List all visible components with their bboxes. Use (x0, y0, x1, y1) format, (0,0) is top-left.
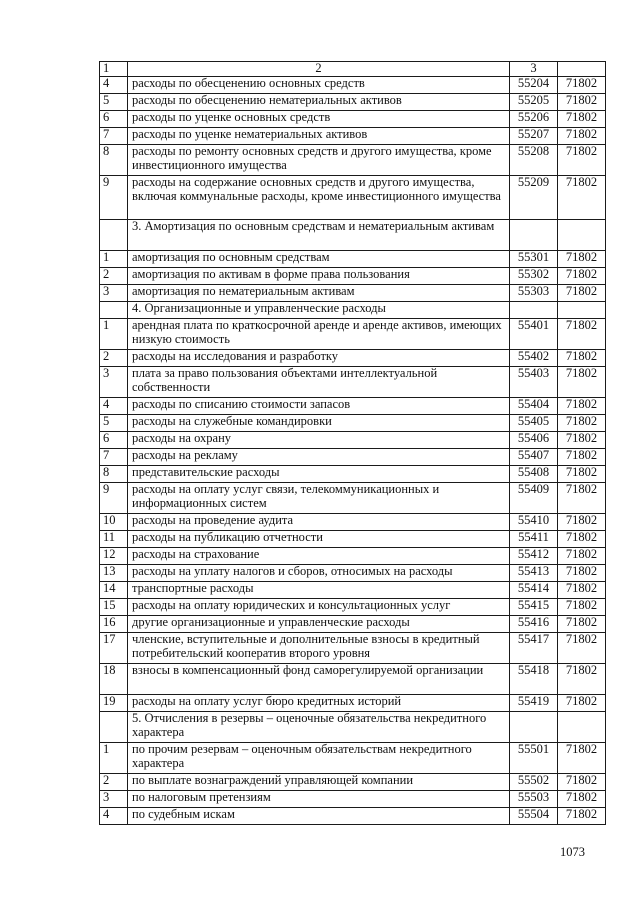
row-description: по выплате вознаграждений управляющей компании (128, 774, 510, 791)
row-account: 71802 (558, 514, 606, 531)
row-description: 4. Организационные и управленческие расходы (128, 302, 510, 319)
row-code: 55504 (510, 808, 558, 825)
row-account: 71802 (558, 350, 606, 367)
row-code: 55301 (510, 251, 558, 268)
row-account: 71802 (558, 268, 606, 285)
row-code: 55503 (510, 791, 558, 808)
row-description: арендная плата по краткосрочной аренде и аренде активов, имеющих низкую стоимость (128, 319, 510, 350)
row-account: 71802 (558, 415, 606, 432)
row-number: 5 (100, 415, 128, 432)
row-code (510, 712, 558, 743)
row-description: расходы на исследования и разработку (128, 350, 510, 367)
page-number: 1073 (560, 845, 585, 859)
table-row (100, 582, 606, 599)
row-code: 55410 (510, 514, 558, 531)
table-row (100, 145, 606, 176)
row-code: 55407 (510, 449, 558, 466)
row-account (558, 302, 606, 319)
row-code: 55405 (510, 415, 558, 432)
row-number: 4 (100, 808, 128, 825)
row-account (558, 712, 606, 743)
header-col-4 (558, 62, 606, 77)
header-row (100, 62, 606, 77)
row-account: 71802 (558, 633, 606, 664)
row-number: 8 (100, 466, 128, 483)
row-number: 3 (100, 791, 128, 808)
row-number: 11 (100, 531, 128, 548)
row-number: 2 (100, 774, 128, 791)
row-number: 8 (100, 145, 128, 176)
table-row (100, 251, 606, 268)
row-description: расходы по уценке нематериальных активов (128, 128, 510, 145)
row-number: 3 (100, 367, 128, 398)
row-code: 55418 (510, 664, 558, 695)
row-number: 3 (100, 285, 128, 302)
row-code: 55204 (510, 77, 558, 94)
row-description: амортизация по активам в форме права пользования (128, 268, 510, 285)
row-description: представительские расходы (128, 466, 510, 483)
row-number: 1 (100, 251, 128, 268)
row-number: 17 (100, 633, 128, 664)
row-number: 9 (100, 176, 128, 220)
row-code: 55414 (510, 582, 558, 599)
row-account: 71802 (558, 483, 606, 514)
row-description: расходы на служебные командировки (128, 415, 510, 432)
table-row (100, 176, 606, 220)
table-row (100, 350, 606, 367)
row-code: 55419 (510, 695, 558, 712)
row-code: 55411 (510, 531, 558, 548)
row-number: 18 (100, 664, 128, 695)
row-account: 71802 (558, 77, 606, 94)
row-account: 71802 (558, 664, 606, 695)
row-description: амортизация по нематериальным активам (128, 285, 510, 302)
row-code: 55401 (510, 319, 558, 350)
row-number: 7 (100, 128, 128, 145)
row-description: расходы на охрану (128, 432, 510, 449)
table-row (100, 514, 606, 531)
table-row (100, 302, 606, 319)
table-row (100, 664, 606, 695)
table-row (100, 449, 606, 466)
table-row (100, 808, 606, 825)
row-code: 55205 (510, 94, 558, 111)
row-account: 71802 (558, 398, 606, 415)
row-number (100, 302, 128, 319)
row-code: 55206 (510, 111, 558, 128)
row-account: 71802 (558, 251, 606, 268)
table-row (100, 285, 606, 302)
table-row (100, 128, 606, 145)
row-description: расходы на проведение аудита (128, 514, 510, 531)
table-row (100, 633, 606, 664)
row-account: 71802 (558, 791, 606, 808)
row-number: 6 (100, 111, 128, 128)
row-code: 55403 (510, 367, 558, 398)
table-row (100, 743, 606, 774)
row-code: 55416 (510, 616, 558, 633)
row-number: 15 (100, 599, 128, 616)
row-account: 71802 (558, 432, 606, 449)
row-description: другие организационные и управленческие расходы (128, 616, 510, 633)
row-number (100, 220, 128, 251)
row-description: расходы по списанию стоимости запасов (128, 398, 510, 415)
row-code: 55208 (510, 145, 558, 176)
row-code: 55402 (510, 350, 558, 367)
row-account: 71802 (558, 548, 606, 565)
row-code: 55303 (510, 285, 558, 302)
row-code (510, 302, 558, 319)
table-row (100, 695, 606, 712)
row-number: 9 (100, 483, 128, 514)
row-description: плата за право пользования объектами интеллектуальной собственности (128, 367, 510, 398)
row-account (558, 220, 606, 251)
row-number: 16 (100, 616, 128, 633)
row-number: 19 (100, 695, 128, 712)
row-description: расходы по уценке основных средств (128, 111, 510, 128)
row-description: расходы на публикацию отчетности (128, 531, 510, 548)
row-number (100, 712, 128, 743)
row-number: 4 (100, 77, 128, 94)
row-account: 71802 (558, 582, 606, 599)
header-col-3: 3 (510, 62, 558, 77)
row-number: 2 (100, 350, 128, 367)
table-row (100, 565, 606, 582)
table-row (100, 791, 606, 808)
row-account: 71802 (558, 367, 606, 398)
row-number: 5 (100, 94, 128, 111)
row-number: 2 (100, 268, 128, 285)
table-row (100, 483, 606, 514)
accounts-table (99, 61, 606, 825)
row-account: 71802 (558, 319, 606, 350)
row-code: 55415 (510, 599, 558, 616)
row-account: 71802 (558, 616, 606, 633)
table-row (100, 466, 606, 483)
header-col-2: 2 (128, 62, 510, 77)
row-number: 12 (100, 548, 128, 565)
row-code: 55207 (510, 128, 558, 145)
row-account: 71802 (558, 285, 606, 302)
row-description: членские, вступительные и дополнительные взносы в кредитный потребительский кооператив второго уровня (128, 633, 510, 664)
row-description: расходы на оплату юридических и консультационных услуг (128, 599, 510, 616)
header-col-1: 1 (100, 62, 128, 77)
row-account: 71802 (558, 531, 606, 548)
row-account: 71802 (558, 808, 606, 825)
row-description: расходы на содержание основных средств и другого имущества, включая коммунальные расходы, кроме инвестиционного имущества (128, 176, 510, 220)
row-description: по прочим резервам – оценочным обязательствам некредитного характера (128, 743, 510, 774)
table-row (100, 616, 606, 633)
row-description: расходы на уплату налогов и сборов, относимых на расходы (128, 565, 510, 582)
row-description: расходы по обесценению нематериальных активов (128, 94, 510, 111)
row-number: 4 (100, 398, 128, 415)
row-number: 14 (100, 582, 128, 599)
row-code: 55412 (510, 548, 558, 565)
row-description: расходы на оплату услуг связи, телекоммуникационных и информационных систем (128, 483, 510, 514)
row-code: 55302 (510, 268, 558, 285)
row-description: амортизация по основным средствам (128, 251, 510, 268)
row-number: 1 (100, 319, 128, 350)
table-row (100, 774, 606, 791)
row-description: транспортные расходы (128, 582, 510, 599)
table-row (100, 268, 606, 285)
row-code: 55404 (510, 398, 558, 415)
table-row (100, 111, 606, 128)
row-account: 71802 (558, 176, 606, 220)
table-row (100, 398, 606, 415)
table-row (100, 531, 606, 548)
row-code: 55502 (510, 774, 558, 791)
table-row (100, 367, 606, 398)
row-description: по судебным искам (128, 808, 510, 825)
row-account: 71802 (558, 94, 606, 111)
row-description: 5. Отчисления в резервы – оценочные обязательства некредитного характера (128, 712, 510, 743)
row-number: 1 (100, 743, 128, 774)
row-number: 7 (100, 449, 128, 466)
table-row (100, 432, 606, 449)
row-description: 3. Амортизация по основным средствам и нематериальным активам (128, 220, 510, 251)
row-code: 55209 (510, 176, 558, 220)
row-account: 71802 (558, 774, 606, 791)
row-number: 6 (100, 432, 128, 449)
table-row (100, 77, 606, 94)
row-description: расходы на рекламу (128, 449, 510, 466)
table-row (100, 712, 606, 743)
row-code: 55408 (510, 466, 558, 483)
row-description: расходы по обесценению основных средств (128, 77, 510, 94)
row-account: 71802 (558, 128, 606, 145)
table-row (100, 94, 606, 111)
table-row (100, 548, 606, 565)
row-description: взносы в компенсационный фонд саморегулируемой организации (128, 664, 510, 695)
row-description: расходы на оплату услуг бюро кредитных историй (128, 695, 510, 712)
table-row (100, 599, 606, 616)
row-account: 71802 (558, 743, 606, 774)
row-description: по налоговым претензиям (128, 791, 510, 808)
row-code (510, 220, 558, 251)
row-account: 71802 (558, 599, 606, 616)
row-code: 55413 (510, 565, 558, 582)
row-number: 10 (100, 514, 128, 531)
row-account: 71802 (558, 145, 606, 176)
row-account: 71802 (558, 565, 606, 582)
row-code: 55417 (510, 633, 558, 664)
row-account: 71802 (558, 695, 606, 712)
row-description: расходы по ремонту основных средств и другого имущества, кроме инвестиционного имущества (128, 145, 510, 176)
table-body (100, 62, 606, 825)
row-account: 71802 (558, 449, 606, 466)
table-row (100, 319, 606, 350)
row-code: 55501 (510, 743, 558, 774)
row-account: 71802 (558, 111, 606, 128)
table-row (100, 415, 606, 432)
row-account: 71802 (558, 466, 606, 483)
table-row (100, 220, 606, 251)
row-description: расходы на страхование (128, 548, 510, 565)
row-code: 55409 (510, 483, 558, 514)
row-code: 55406 (510, 432, 558, 449)
row-number: 13 (100, 565, 128, 582)
